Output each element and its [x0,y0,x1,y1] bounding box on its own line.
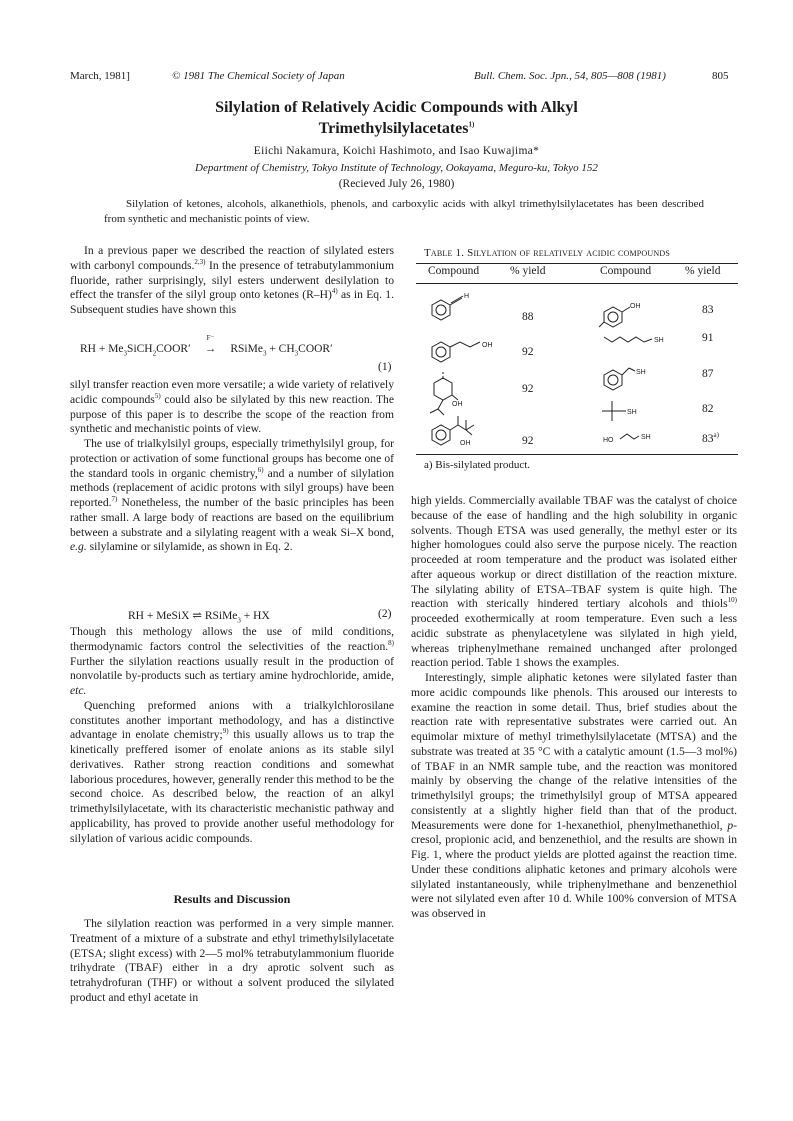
table-rule-top [416,263,738,264]
yield-right-1: 83 [702,304,714,316]
table-rule-bottom [416,454,738,455]
yield-left-4: 92 [522,435,534,447]
hexanethiol-structure [604,337,652,342]
table-footnote: a) Bis-silylated product. [424,459,531,471]
yield-right-2: 91 [702,332,714,344]
struct-label-ho: HO [603,437,614,444]
equation-1-number: (1) [378,361,392,373]
header-page-number: 805 [712,70,729,82]
header-date: March, 1981] [70,70,130,82]
yield-left-2: 92 [522,346,534,358]
mercaptoethanol-structure [620,434,639,439]
table-header-compound-1: Compound [428,265,480,277]
abstract: Silylation of ketones, alcohols, alkanethiols, phenols, and carboxylic acids with alkyl trimethylsilylacetates has been described from synthetic and mechanistic points of view. [104,198,704,225]
header-journal: Bull. Chem. Soc. Jpn., 54, 805—808 (1981) [474,70,666,82]
phenylacetylene-structure [432,296,463,320]
section-heading: Results and Discussion [173,892,291,906]
struct-label-oh-2: OH [452,401,463,408]
struct-label-sh-2: SH [636,369,646,376]
struct-label-oh-4: OH [630,303,641,310]
t-butylthiol-structure [602,401,626,421]
authors: Eiichi Nakamura, Koichi Hashimoto, and Isao Kuwajima* [253,145,540,157]
struct-label-oh-3: OH [460,440,471,447]
paper-title-line2: Trimethylsilylacetates$^{1)}$ [318,120,475,137]
paper-title-line1: Silylation of Relatively Acidic Compounds with Alkyl [215,99,578,116]
struct-label-h: H [464,293,470,300]
yield-right-5: 83$^{a)}$ [702,431,719,445]
table-caption: Table 1. Silylation of relatively acidic compounds [424,247,670,259]
table-header-yield-2: % yield [685,265,721,277]
equation-2-number: (2) [378,608,392,620]
yield-right-4: 82 [702,403,714,415]
phenylpropanol-structure [432,342,480,362]
struct-label-sh-4: SH [641,434,651,441]
p-cresol-structure [599,307,630,327]
header-copyright: © 1981 The Chemical Society of Japan [172,70,345,82]
equation-2: RH + MeSiX ⇌ RSiMe$_3$ + HX [128,610,270,625]
yield-right-3: 87 [702,368,714,380]
struct-label-oh-1: OH [482,342,493,349]
left-column-middle: silyl transfer reaction even more versatile; a wide variety of relatively acidic compounds$^{5)}$ could also be silylated by this new reaction. The purpose of this paper is to describe the scope of the reaction from synthetic and mechanistic points of view. The use of trialkylsilyl groups, especially trimethylsilyl group, for protection or activation of some functional groups has become one of the standard tools in organic chemistry,$^{6)}$ and a number of silylation methods (replacement of acidic protons with silyl groups) have been reported.$^{7)}$ Nonetheless, the number of the basic principles has been rather small. A large body of reactions are based on the equilibrium between a substrate and a silylating reagent with a weak Si–X bond, e.g. silylamine or silylamide, as shown in Eq. 2. [70,378,394,554]
struct-label-sh-1: SH [654,337,664,344]
right-column-text: high yields. Commercially available TBAF was the catalyst of choice because of the ease of handling and the high solubility in organic solvents. Though ETSA was used generally, the methyl ester or its higher homologues could also serve the purpose nicely. The reaction proceeded at room temperature and the product was isolated either after aqueous workup or direct distillation of the reaction mixture. The silylating ability of ETSA–TBAF system is quite high. The reaction with sterically hindered tertiary alcohols and thiols$^{10)}$ proceeded exothermically at room temperature. Even such a less acidic substrate as phenylacetylene was silylated in high yield, whereas triphenylmethane remained unchanged after prolonged reaction period. Table 1 shows the examples. Interestingly, simple aliphatic ketones were silylated faster than more acidic compounds like phenols. This aroused our interests to examine the reaction in some detail. Thus, brief studies about the reaction rate with representative substrates were carried out. An equimolar mixture of methyl trimethylsilylacetate (MTSA) and the substrate was treated at 35 °C with a catalytic amount (1.5—3 mol%) of TBAF in an NMR sample tube, and the reaction was monitored mainly by observing the change of the relative intensities of the trimethylsilyl groups; the trimethylsilyl group of MTSA appeared consistently at a slightly higher field than that of the product. Measurements were done for 1-hexanethiol, phenylmethanethiol, p-cresol, propionic acid, and benzenethiol, and the results are shown in Fig. 1, where the product yields are plotted against the reaction time. Under these conditions aliphatic ketones and primary alcohols were silylated instantaneously, while triphenylmethane and benzenethiol were not silylated even after 10 d. While 100% conversion of MTSA was observed in [411,494,737,920]
table-header-yield-1: % yield [510,265,546,277]
table-header-compound-2: Compound [600,265,652,277]
yield-left-1: 88 [522,311,534,323]
benzyl-mercaptan-structure [604,368,635,390]
eq1-catalyst: F⁻ [206,334,215,342]
table-structures [416,285,738,455]
left-column-top: In a previous paper we described the reaction of silylated esters with carbonyl compounds.$^{2,3)}$ In the presence of tetrabutylammonium fluoride, rather surprisingly, silyl esters underwent desilylation to effect the transfer of the silyl group onto ketones $(R-H)^{4)}$ as in Eq. 1. Subsequent studies have shown this [70,244,394,316]
menthol-structure [430,370,458,415]
affiliation: Department of Chemistry, Tokyo Institute of Technology, Ookayama, Meguro-ku, Tokyo 152 [195,162,598,174]
struct-label-sh-3: SH [627,409,637,416]
received-date: (Recieved July 26, 1980) [338,178,455,190]
left-column-lower: Though this methology allows the use of mild conditions, thermodynamic factors control the selectivities of the reaction.$^{8)}$ Further the silylation reactions usually result in the production of nonvolatile by-products such as tertiary amine hydrochloride, amide, etc. Quenching preformed anions with a trialkylchlorosilane constitutes another important methodology, and has a distinctive advantage in enolate chemistry;$^{9)}$ this usually allows us to trap the kinetically preffered isomer of enolate anions as its stable silyl derivatives. Rather strong reaction conditions and somewhat laborious procedures, however, generally render this method to be the second choice. As described below, the reaction of an alkyl trimethylsilylacetate, with its characteristic mechanistic pathway and applicability, has proved to provide another useful methodology for silylation of various acidic compounds. [70,625,394,845]
equation-1: RH + $Me_3SiCH_2COOR'$ F⁻ → RSiMe$_3$ + $CH_3COOR'$ [80,334,333,358]
table-rule-mid [416,283,738,284]
left-column-bottom: The silylation reaction was performed in a very simple manner. Treatment of a mixture of a substrate and ethyl trimethylsilylacetate (ETSA; slight excess) with 2—5 mol% tetrabutylammonium fluoride trihydrate (TBAF) either in a dry aprotic solvent such as tetrahydrofuran (THF) or without a solvent produced the silylated product and ethyl acetate in [70,917,394,1004]
yield-left-3: 92 [522,383,534,395]
